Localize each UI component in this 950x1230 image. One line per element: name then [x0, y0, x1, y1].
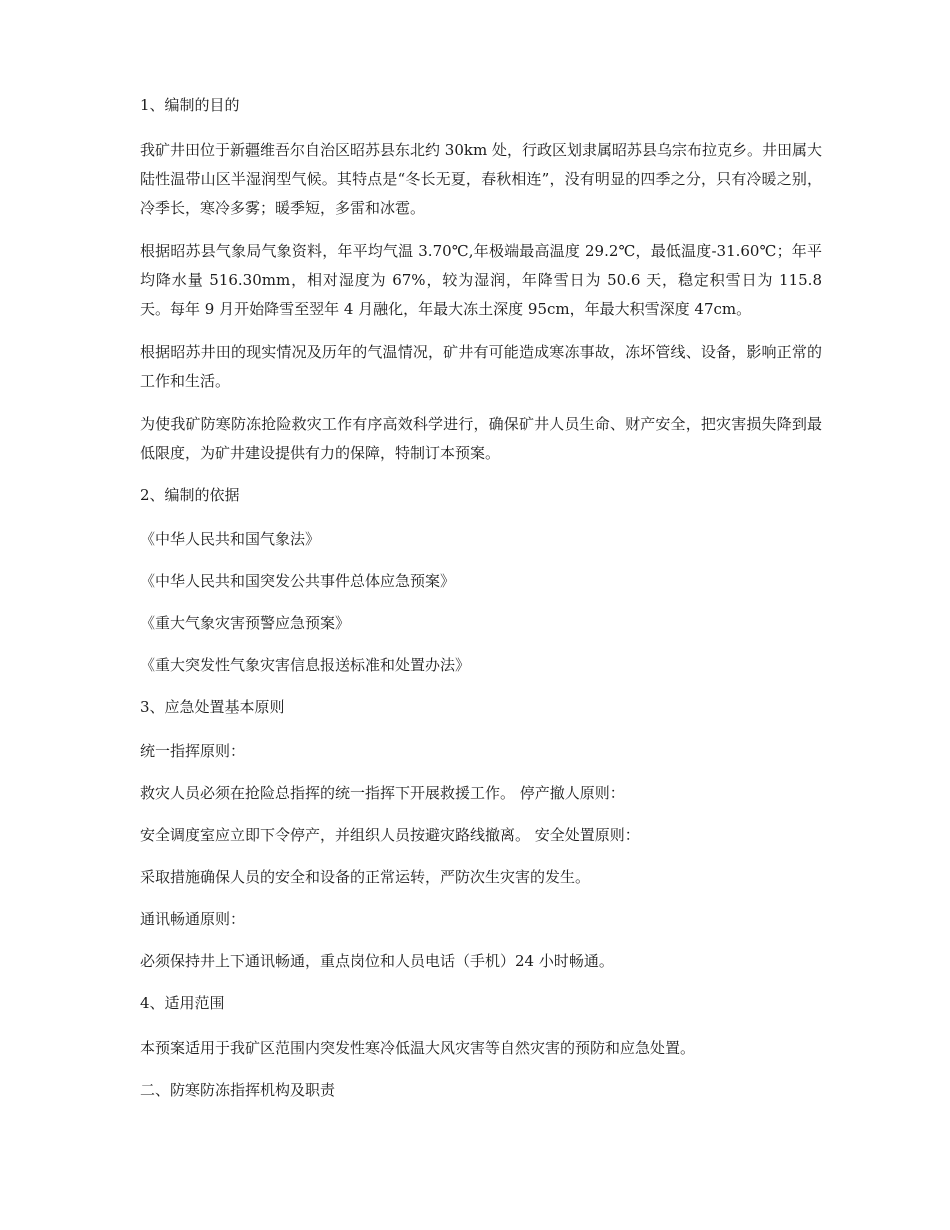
part-2-heading: 二、防寒防冻指挥机构及职责	[140, 1081, 336, 1099]
principle-line: 救灾人员必须在抢险总指挥的统一指挥下开展救援工作。 停产撤人原则：	[140, 784, 625, 802]
principle-line: 采取措施确保人员的安全和设备的正常运转，严防次生灾害的发生。	[140, 868, 591, 886]
principle-line: 统一指挥原则：	[140, 742, 246, 760]
section-1-paragraph-climate: 根据昭苏县气象局气象资料，年平均气温 3.70℃,年极端最高温度 29.2℃，最低温度-31.60℃；年平均降水量 516.30mm，相对湿度为 67%，较为湿润，年降雪日为 50.6 天，稳定积雪日为 115.8 天。每年 9 月开始降雪至翌年 4 月融化，年最大冻土深度 95cm，年最大积雪深度 47cm。	[140, 242, 822, 318]
section-2-heading: 2、编制的依据	[140, 486, 240, 504]
principle-line: 通讯畅通原则：	[140, 910, 246, 928]
section-1-paragraph-location: 我矿井田位于新疆维吾尔自治区昭苏县东北约 30km 处，行政区划隶属昭苏县乌宗布拉克乡。井田属大陆性温带山区半湿润型气候。其特点是“冬长无夏，春秋相连”，没有明显的四季之分，只有冷暖之别，冷季长，寒冷多雾；暖季短，多雷和冰雹。	[140, 141, 822, 217]
section-3-heading: 3、应急处置基本原则	[140, 698, 285, 716]
reference-item: 《中华人民共和国突发公共事件总体应急预案》	[140, 572, 456, 590]
principle-line: 安全调度室应立即下令停产，并组织人员按避灾路线撤离。 安全处置原则：	[140, 826, 640, 844]
reference-item: 《重大气象灾害预警应急预案》	[140, 614, 351, 632]
section-4-paragraph-scope: 本预案适用于我矿区范围内突发性寒冷低温大风灾害等自然灾害的预防和应急处置。	[140, 1039, 696, 1057]
section-1-heading: 1、编制的目的	[140, 96, 240, 114]
section-1-paragraph-purpose: 为使我矿防寒防冻抢险救灾工作有序高效科学进行，确保矿井人员生命、财产安全，把灾害损失降到最低限度，为矿井建设提供有力的保障，特制订本预案。	[140, 415, 822, 462]
principle-line: 必须保持井上下通讯畅通，重点岗位和人员电话（手机）24 小时畅通。	[140, 952, 614, 970]
section-4-heading: 4、适用范围	[140, 994, 225, 1012]
reference-item: 《重大突发性气象灾害信息报送标准和处置办法》	[140, 656, 471, 674]
section-1-paragraph-risk: 根据昭苏井田的现实情况及历年的气温情况，矿井有可能造成寒冻事故，冻坏管线、设备，影响正常的工作和生活。	[140, 343, 822, 390]
reference-item: 《中华人民共和国气象法》	[140, 530, 321, 548]
document-page	[140, 92, 822, 1121]
